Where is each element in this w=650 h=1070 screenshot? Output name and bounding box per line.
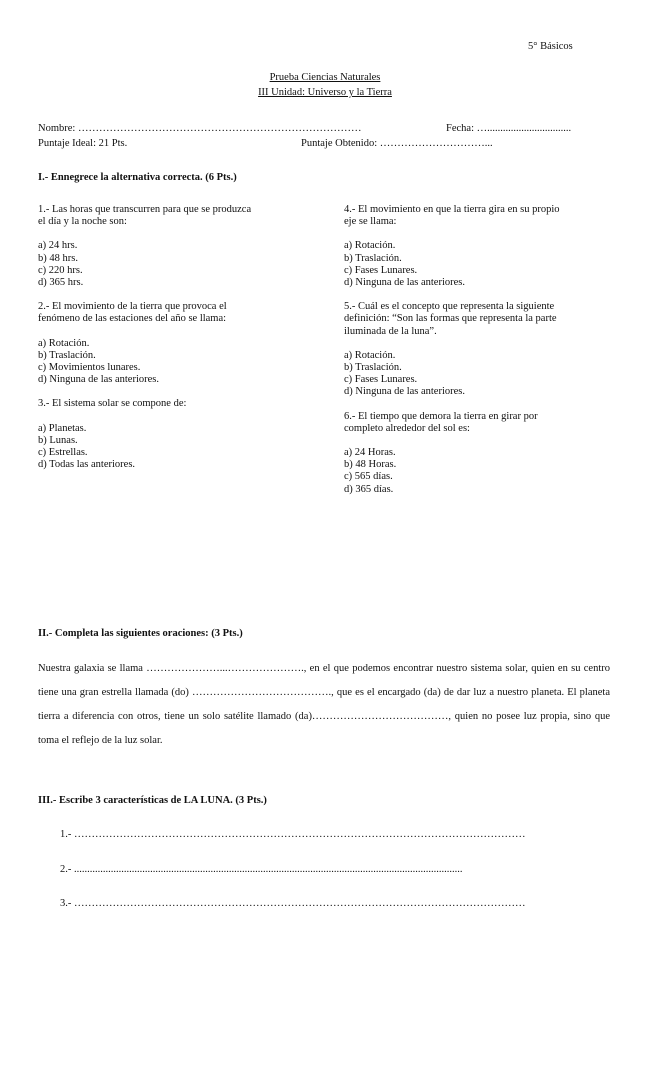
q5-option: d) Ninguna de las anteriores. [344, 386, 466, 398]
question-5: 5.- Cuál es el concepto que representa la siguiente definición: “Son las formas que representa la parte iluminada de la luna”. a) Rotación. b) Traslación. c) Fases Lunares. d) Ninguna de las anteriores. [344, 301, 559, 398]
page-subtitle: III Unidad: Universo y la Tierra [258, 87, 392, 98]
section-1-heading: I.- Ennegrece la alternativa correcta. (6 Pts.) [38, 172, 237, 183]
grade-label: 5° Básicos [528, 41, 573, 52]
ideal-score-label: Puntaje Ideal: 21 Pts. [38, 138, 128, 149]
question-3: 3.- El sistema solar se compone de: a) Planetas. b) Lunas. c) Estrellas. d) Todas las anteriores. [38, 398, 251, 471]
question-2: 2.- El movimiento de la tierra que provoca el fenómeno de las estaciones del año se llama: a) Rotación. b) Traslación. c) Movimientos lunares. d) Ninguna de las anteriores. [38, 301, 251, 386]
q3-option: d) Todas las anteriores. [38, 459, 136, 471]
question-1: 1.- Las horas que transcurren para que se produzca el día y la noche son: a) 24 hrs. b) 48 hrs. c) 220 hrs. d) 365 hrs. [38, 204, 252, 289]
q1-option: c) 220 hrs. [38, 264, 83, 276]
answer-line-2: 2.- .................................................................................................................................................... [60, 864, 463, 875]
fill-in-paragraph: Nuestra galaxia se llama …………………...…………………., en el que podemos encontrar nuestro sistema solar, quien en su centro tiene una gran estrella llamada (do) …………………………………., que es el encargado (da) de dar luz a nuestro planeta. El planeta tierra a diferencia con otros, tiene un solo satélite llamado (da)…………………………………, quien no posee luz propia, sino que toma el reflejo de la luz solar. [38, 663, 610, 746]
name-field-label: Nombre: ……………………………………………………………………… [38, 123, 362, 134]
q1-option: b) 48 hrs. [38, 252, 78, 264]
q2-option: d) Ninguna de las anteriores. [38, 374, 160, 386]
question-4: 4.- El movimiento en que la tierra gira en su propio eje se llama: a) Rotación. b) Traslación. c) Fases Lunares. d) Ninguna de las anteriores. [344, 204, 560, 289]
q6-option: a) 24 Horas. [344, 447, 396, 459]
q5-option: c) Fases Lunares. [344, 374, 418, 386]
q2-option: b) Traslación. [38, 349, 96, 361]
section-3-heading: III.- Escribe 3 características de LA LUNA. (3 Pts.) [38, 795, 267, 806]
q2-option: a) Rotación. [38, 337, 90, 349]
q6-option: b) 48 Horas. [344, 459, 397, 471]
section-2-heading: II.- Completa las siguientes oraciones: (3 Pts.) [38, 628, 243, 639]
questions-left-column [38, 204, 251, 471]
page-title: Prueba Ciencias Naturales [269, 72, 381, 83]
questions-right-column [344, 204, 559, 496]
q1-option: d) 365 hrs. [38, 277, 84, 289]
q3-option: c) Estrellas. [38, 447, 88, 459]
q6-option: c) 565 días. [344, 471, 393, 483]
obtained-score-label: Puntaje Obtenido: …………………………... [301, 138, 493, 149]
q3-option: a) Planetas. [38, 422, 87, 434]
answer-line-1: 1.- ………………………………………………………………………………………………………………… [60, 829, 526, 840]
q4-option: c) Fases Lunares. [344, 264, 418, 276]
q6-option: d) 365 días. [344, 483, 394, 495]
question-6: 6.- El tiempo que demora la tierra en girar por completo alrededor del sol es: a) 24 Horas. b) 48 Horas. c) 565 días. d) 365 días. [344, 411, 559, 496]
q4-option: d) Ninguna de las anteriores. [344, 277, 466, 289]
q5-option: a) Rotación. [344, 349, 396, 361]
q1-option: a) 24 hrs. [38, 240, 78, 252]
date-field-label: Fecha: …................................ [446, 123, 572, 134]
q2-option: c) Movimientos lunares. [38, 362, 141, 374]
q5-option: b) Traslación. [344, 362, 402, 374]
q3-option: b) Lunas. [38, 434, 78, 446]
q4-option: b) Traslación. [344, 252, 402, 264]
answer-line-3: 3.- ………………………………………………………………………………………………………………… [60, 898, 526, 909]
q4-option: a) Rotación. [344, 240, 396, 252]
